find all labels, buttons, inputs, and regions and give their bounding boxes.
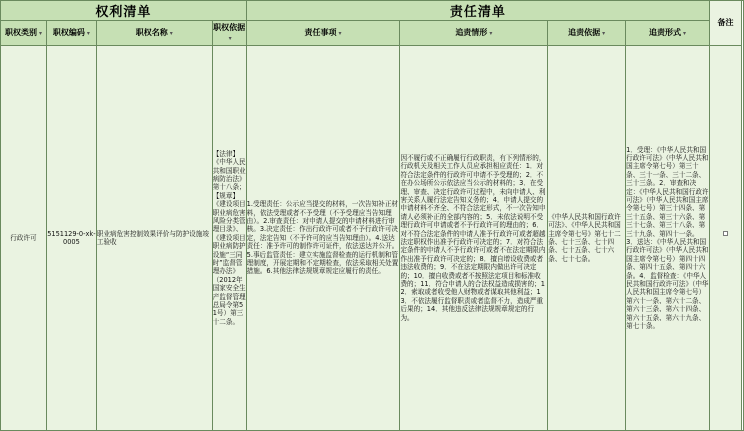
col-header-category: 职权类别 ▾ <box>1 21 47 46</box>
cell-comment-marker-icon[interactable] <box>723 231 728 236</box>
cell-duty-items[interactable]: 1.受理责任：公示应当提交的材料，一次告知补正材料，依法受理或者不予受理（不予受理应当告知理由）。2.审查责任：对申请人提交的申请材料进行审核。3.决定责任：作出行政许可或者不予行政许可决定，法定告知（不予许可的应当告知理由）。4.送达责任：准予许可的制作许可证件，依法送达并公开。5.事后监管责任：建立实施监督检查的运行机制和管理制度，开展定期和不定期检查，依法采取相关处置措施。6.其他法律法规规章规定应履行的责任。 <box>246 46 400 431</box>
col-header-accountability-basis: 追责依据 ▾ <box>548 21 626 46</box>
cell-name[interactable]: 职业病危害控制效果评价与防护设施竣工验收 <box>96 46 212 431</box>
cell-accountability-form[interactable]: 1．受理：《中华人民共和国行政许可法》（中华人民共和国主席令第七号）第三十条、三十一条、三十二条、三十三条。2．审查和决定：《中华人民共和国行政许可法》（中华人民共和国主席令第七号）第三十四条、第三十五条、第三十六条、第三十七条、第三十八条、第三十九条、第四十一条。3．送达：《中华人民共和国行政许可法》（中华人民共和国主席令第七号）第四十四条、第四十五条、第四十六条。4．监督检查：《中华人民共和国行政许可法》（中华人民共和国主席令第七号）第六十一条、第六十二条、第六十三条、第六十四条、第六十五条、第六十九条、第七十条。 <box>626 46 710 431</box>
cell-accountability[interactable]: 因不履行或不正确履行行政职责，有下列情形的，行政机关及相关工作人员应承担相应责任：1．对符合法定条件的行政许可申请不予受理的；2．不在办公场所公示依法应当公示的材料的；3．在受理、审查、决定行政许可过程中，未向申请人、利害关系人履行法定告知义务的；4．申请人提交的申请材料不齐全、不符合法定形式，不一次告知申请人必须补正的全部内容的；5．未依法说明不受理行政许可申请或者不予行政许可的理由的；6．对不符合法定条件的申请人准予行政许可或者超越法定职权作出准予行政许可决定的；7．对符合法定条件的申请人不予行政许可或者不在法定期限内作出准予行政许可决定的；8．擅自增设收费或者违法收费的；9．不在法定期限内做出许可决定的；10．擅自收费或者不按照法定项目和标准收费的；11．符合申请人的合法权益造成损害的；12．索取或者收受他人财物或者谋取其他利益；13．不依法履行监督职责或者监督不力，造成严重后果的；14．其他违反法律法规规章规定的行为。 <box>400 46 548 431</box>
cell-basis[interactable]: 【法律】《中华人民共和国职业病防治法》第十八条；【规章】《建设项目职业病危害风险分类管理目录》、《建设项目职业病防护设施“三同时”监督管理办法》（2012年国家安全生产监督管理总局令第51号）第三十二条。 <box>212 46 246 431</box>
col-header-accountability-form: 追责形式 ▾ <box>626 21 710 46</box>
remarks-header: 备注 <box>709 1 741 46</box>
col-header-duty-items: 责任事项 ▾ <box>246 21 400 46</box>
cell-category[interactable]: 行政许可 <box>1 46 47 431</box>
cell-accountability-basis[interactable]: 《中华人民共和国行政许可法》、《中华人民共和国主席令第七号》第七十二条、七十三条、七十四条、七十五条、七十六条、七十七条。 <box>548 46 626 431</box>
cell-code[interactable]: 5151129-0-xk-0005 <box>46 46 96 431</box>
col-header-accountability: 追责情形 ▾ <box>400 21 548 46</box>
rights-list-heading: 权利清单 <box>1 1 247 21</box>
duty-list-heading: 责任清单 <box>246 1 709 21</box>
col-header-code: 职权编码 ▾ <box>46 21 96 46</box>
col-header-name: 职权名称 ▾ <box>96 21 212 46</box>
cell-remarks[interactable] <box>709 46 741 431</box>
col-header-basis: 职权依据▾ <box>212 21 246 46</box>
sheet-edge <box>741 1 743 431</box>
